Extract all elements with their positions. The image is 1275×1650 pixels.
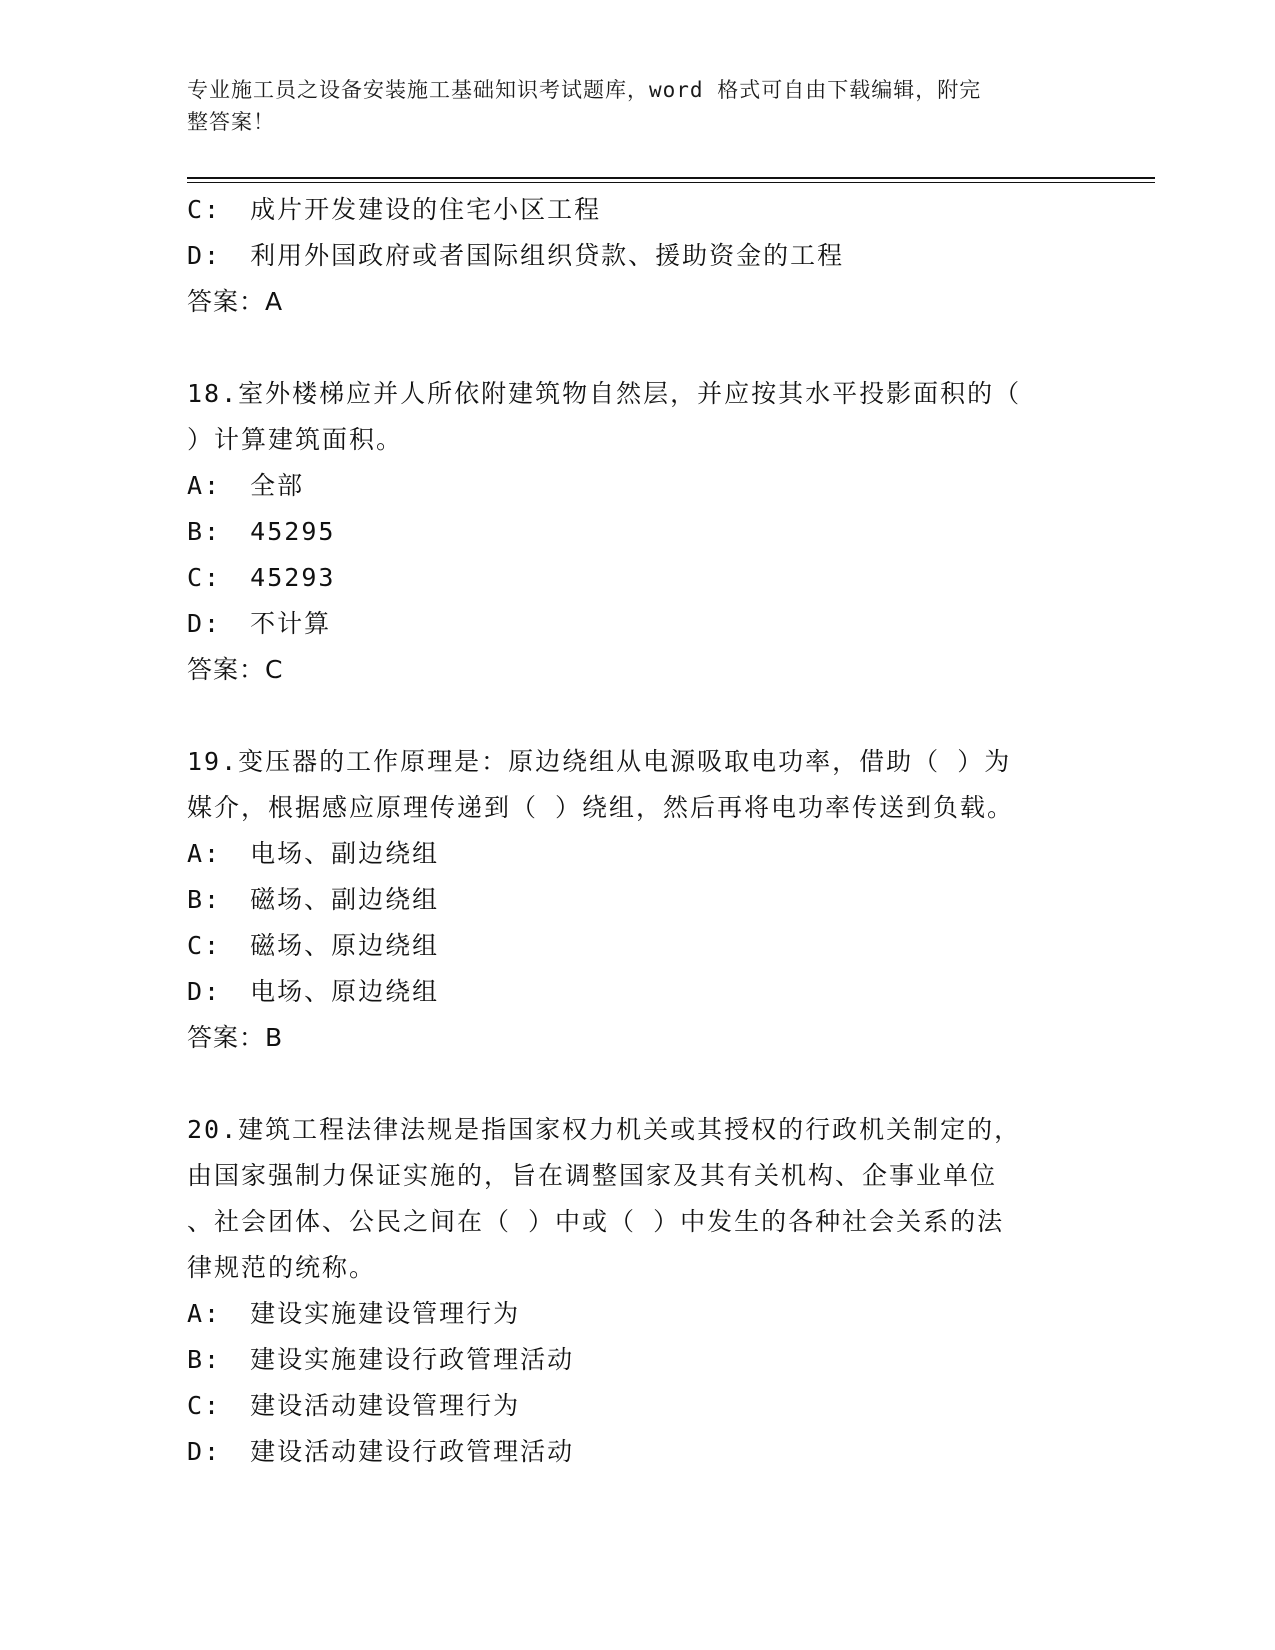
option-label: C: [187,563,222,592]
option-row [187,555,1087,601]
answer-line: 答案：A [187,287,284,316]
question-stem-line: 18.室外楼梯应并人所依附建筑物自然层，并应按其水平投影面积的（ [187,379,1022,408]
option-label: A: [187,471,222,500]
spacer [187,1061,1087,1107]
option-label: A: [187,1299,222,1328]
document-body [187,187,1087,1475]
spacer [187,325,1087,371]
option-label: D: [187,1437,222,1466]
spacer [187,693,1087,739]
option-label: C: [187,1391,222,1420]
option-text: 全部 [250,471,305,500]
option-label: D: [187,241,222,270]
option-label: A: [187,839,222,868]
option-row [187,923,1087,969]
option-text: 成片开发建设的住宅小区工程 [250,195,602,224]
option-row [187,509,1087,555]
option-row [187,187,1087,233]
option-label: D: [187,977,222,1006]
option-text: 电场、副边绕组 [250,839,440,868]
option-row [187,1291,1087,1337]
answer-line: 答案：B [187,1023,284,1052]
question-19 [187,739,1087,1061]
option-label: D: [187,609,222,638]
option-text: 45295 [250,517,336,546]
option-text: 45293 [250,563,336,592]
question-20 [187,1107,1087,1475]
previous-question-tail [187,187,1087,325]
option-text: 磁场、原边绕组 [250,931,440,960]
option-label: B: [187,1345,222,1374]
option-text: 磁场、副边绕组 [250,885,440,914]
document-header [187,74,1067,138]
option-row [187,1337,1087,1383]
question-stem-line: 媒介，根据感应原理传递到（ ）绕组，然后再将电功率传送到负载。 [187,793,1015,822]
header-line-1: 专业施工员之设备安装施工基础知识考试题库，word 格式可自由下载编辑，附完 [187,78,982,102]
question-stem-line: 20.建筑工程法律法规是指国家权力机关或其授权的行政机关制定的， [187,1115,1022,1144]
option-row [187,831,1087,877]
question-stem-line: ）计算建筑面积。 [187,425,404,454]
option-text: 电场、原边绕组 [250,977,440,1006]
option-row [187,1383,1087,1429]
answer-line: 答案：C [187,655,284,684]
option-row [187,463,1087,509]
option-text: 不计算 [250,609,332,638]
question-stem-line: 、社会团体、公民之间在（ ）中或（ ）中发生的各种社会关系的法 [187,1207,1005,1236]
option-row [187,969,1087,1015]
option-row [187,1429,1087,1475]
header-divider-thin [187,182,1155,183]
option-text: 建设活动建设管理行为 [250,1391,521,1420]
option-label: B: [187,885,222,914]
header-divider-thick [187,177,1155,179]
question-stem-line: 由国家强制力保证实施的，旨在调整国家及其有关机构、企事业单位 [187,1161,998,1190]
option-label: C: [187,931,222,960]
question-18 [187,371,1087,693]
option-text: 利用外国政府或者国际组织贷款、援助资金的工程 [250,241,845,270]
option-text: 建设活动建设行政管理活动 [250,1437,575,1466]
option-text: 建设实施建设行政管理活动 [250,1345,575,1374]
option-row [187,601,1087,647]
option-row [187,877,1087,923]
option-label: C: [187,195,222,224]
option-text: 建设实施建设管理行为 [250,1299,521,1328]
option-row [187,233,1087,279]
option-label: B: [187,517,222,546]
question-stem-line: 律规范的统称。 [187,1253,377,1282]
question-stem-line: 19.变压器的工作原理是：原边绕组从电源吸取电功率，借助（ ）为 [187,747,1012,776]
header-line-2: 整答案！ [187,110,275,134]
